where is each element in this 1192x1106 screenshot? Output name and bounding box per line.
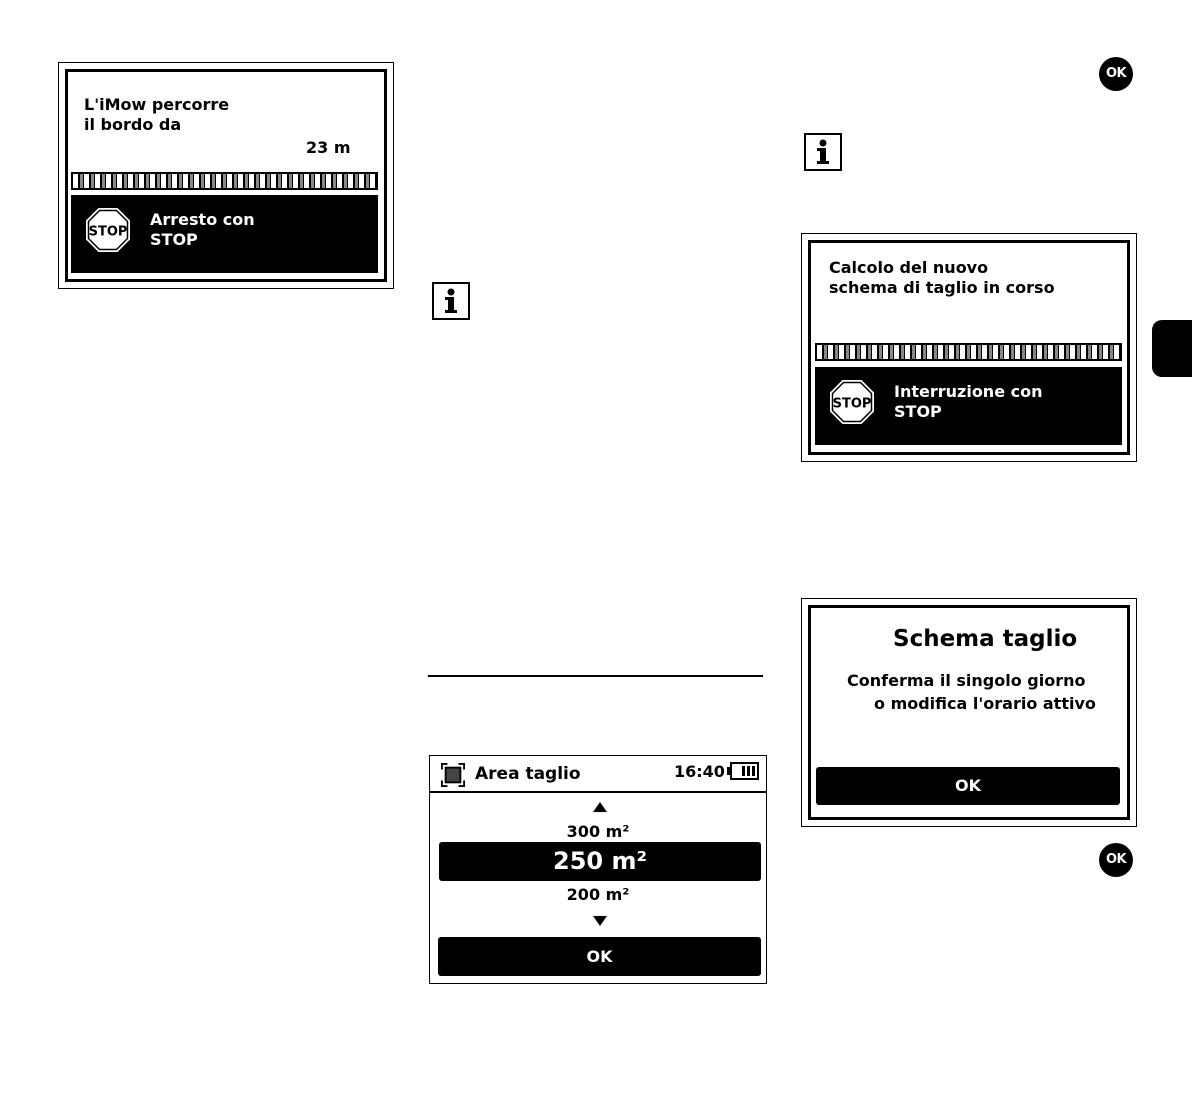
ok-key-icon: OK	[1099, 57, 1133, 91]
calculation-line2: schema di taglio in corso	[829, 278, 1055, 297]
ok-key-icon: OK	[1099, 843, 1133, 877]
scroll-down-icon[interactable]	[593, 916, 607, 926]
scroll-up-icon[interactable]	[593, 802, 607, 812]
section-divider	[428, 675, 763, 677]
schema-ok-label: OK	[955, 776, 981, 795]
schema-line1: Conferma il singolo giorno	[847, 671, 1086, 690]
stop-sign-text: STOP	[88, 224, 128, 240]
stop-bar	[815, 367, 1122, 445]
display-schema-taglio	[801, 598, 1137, 827]
area-ok-button[interactable]	[438, 937, 761, 976]
value-above[interactable]: 300 m²	[566, 822, 630, 841]
edge-drive-line1: L'iMow percorre	[84, 95, 230, 114]
schema-title: Schema taglio	[893, 626, 1078, 652]
stop-bar-line1: Interruzione con	[894, 382, 1043, 401]
display-edge-drive	[58, 62, 394, 289]
header-divider	[430, 791, 766, 793]
stop-sign-icon	[829, 379, 875, 425]
stop-bar-line1: Arresto con	[150, 210, 255, 229]
info-glyph	[806, 135, 840, 169]
calculation-line1: Calcolo del nuovo	[829, 258, 989, 277]
chapter-tab	[1152, 320, 1192, 377]
stop-sign-text: STOP	[832, 396, 872, 412]
display-area-taglio	[429, 755, 767, 984]
info-icon-right	[804, 133, 842, 171]
edge-drive-distance: 23 m	[306, 138, 351, 157]
display-calculation	[801, 233, 1137, 462]
value-selected-label: 250 m²	[553, 847, 647, 875]
stop-bar	[71, 195, 378, 273]
stop-sign-icon	[85, 207, 131, 253]
battery-icon	[727, 762, 759, 780]
area-ok-label: OK	[586, 947, 613, 966]
schema-line2: o modifica l'orario attivo	[874, 694, 1096, 713]
calculation-progress-bar	[815, 343, 1122, 361]
value-selected[interactable]	[439, 842, 761, 881]
info-glyph	[434, 284, 468, 318]
edge-drive-line2: il bordo da	[84, 115, 182, 134]
edge-drive-progress-bar	[71, 172, 378, 190]
stop-bar-line2: STOP	[894, 402, 942, 421]
area-title: Area taglio	[475, 764, 581, 784]
value-below[interactable]: 200 m²	[566, 885, 630, 904]
stop-bar-line2: STOP	[150, 230, 198, 249]
clock-time: 16:40	[674, 762, 725, 781]
schema-ok-button[interactable]	[816, 767, 1120, 805]
area-icon	[441, 763, 465, 787]
info-icon	[432, 282, 470, 320]
